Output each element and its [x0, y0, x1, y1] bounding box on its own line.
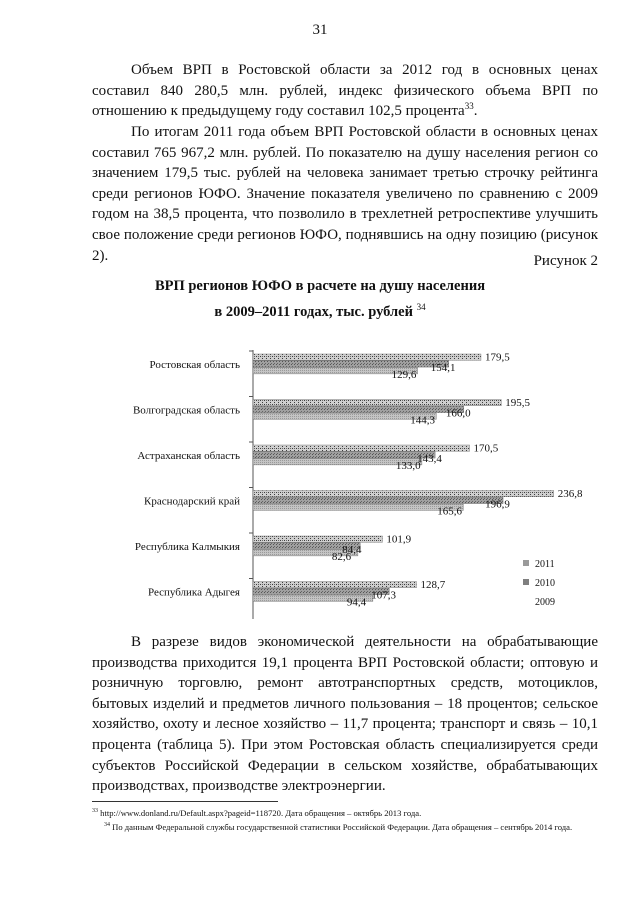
paragraph-grp-2011: По итогам 2011 года объем ВРП Ростовской области в основных ценах составил 765 967,2 млн. рублей. По показателю на душу населения регион со значением 179,5 тыс. рублей на человека занимает третью строчку рейтинга среди регионов ЮФО. Значение показателя увеличено по сравнению с 2009 годом на 38,5 процента, что позволило в трехлетней ретроспективе улучшить свое положение среди регионов ЮФО, поднявшись на одну позицию (рисунок 2).	[92, 124, 598, 264]
footnote-33	[92, 806, 598, 819]
category-label: Республика Калмыкия	[134, 541, 240, 553]
footnote-34	[92, 820, 598, 833]
data-label-2009: 94,4	[346, 596, 367, 609]
data-label-2010: 143,4	[417, 453, 442, 466]
data-label-2011: 195,5	[505, 396, 531, 409]
paragraph-text: Объем ВРП в Ростовской области за 2012 год в основных ценах составил 840 280,5 млн. рублей, индекс физического объема ВРП по отношению к предыдущему году составил 102,5 процента	[92, 62, 598, 120]
bar-2010-6	[253, 588, 389, 594]
bar-2009-2	[253, 413, 436, 419]
paragraph-sectors: В разрезе видов экономической деятельности на обрабатывающие производства приходится 19,1 процента ВРП Ростовской области; оптовую и розничную торговлю, ремонт автотранспортных средств, мотоциклов, бытовых изделий и предметов личного пользования – 18 процентов; сельское хозяйство, охоту и лесное хозяйство – 11,7 процента; транспорт и связь – 10,1 процента (таблица 5). При этом Ростовская область специализируется среди субъектов Российской Федерации в сельском хозяйстве, обрабатывающих производствах, производстве электроэнергии.	[92, 634, 598, 795]
category-label: Краснодарский край	[143, 495, 240, 508]
footnote-text: http://www.donland.ru/Default.aspx?pageid=118720. Дата обращения – октябрь 2013 года.	[100, 807, 422, 818]
bar-2011-3	[253, 445, 470, 451]
bar-2011-5	[253, 536, 382, 542]
footnote-number: 33	[92, 808, 98, 814]
footnote-divider	[92, 801, 278, 802]
category-label: Астраханская область	[137, 450, 240, 462]
category-label: Республика Адыгея	[147, 586, 240, 599]
bar-2011-6	[253, 582, 416, 588]
figure-title-line2	[0, 297, 640, 323]
data-label-2009: 165,6	[437, 505, 463, 518]
bar-2011-1	[253, 354, 481, 360]
footnote-ref: 34	[416, 302, 426, 312]
data-label-2011: 236,8	[557, 487, 583, 500]
data-label-2010: 154,1	[430, 362, 456, 375]
paragraph-end: .	[473, 103, 478, 120]
legend-swatch-2010	[523, 579, 529, 585]
page-number: 31	[312, 22, 328, 38]
data-label-2011: 179,5	[484, 351, 510, 364]
category-label: Волгоградская область	[132, 404, 240, 417]
data-label-2009: 144,3	[410, 414, 436, 427]
bar-2011-4	[253, 491, 554, 497]
figure-title	[0, 276, 640, 323]
figure-title-text: в 2009–2011 годах, тыс. рублей	[214, 303, 413, 320]
paragraph-grp-2012	[92, 60, 598, 122]
footnote-text: По данным Федеральной службы государственной статистики Российской Федерации. Дата обращения – сентябрь 2014 года.	[112, 821, 573, 832]
footnote-ref: 33	[464, 101, 474, 112]
data-label-2009: 82,6	[331, 550, 352, 563]
bar-2010-3	[253, 452, 435, 458]
data-label-2011: 101,9	[386, 533, 412, 546]
legend-swatch-2011	[523, 560, 529, 566]
data-label-2011: 170,5	[473, 442, 499, 455]
legend-label-2009: 2009	[535, 597, 555, 608]
figure-title-line1: ВРП регионов ЮФО в расчете на душу населения	[154, 278, 486, 294]
bar-2010-1	[253, 361, 449, 367]
bar-2010-4	[253, 497, 503, 503]
data-label-2009: 133,0	[395, 459, 421, 472]
legend-label-2010: 2010	[535, 578, 555, 589]
footnote-number: 34	[104, 822, 110, 828]
data-label-2010: 166,0	[445, 407, 471, 420]
bar-2010-2	[253, 406, 464, 412]
data-label-2010: 196,9	[485, 498, 510, 511]
bar-chart	[0, 340, 640, 622]
figure-label: Рисунок 2	[533, 253, 598, 269]
data-label-2010: 84,4	[342, 544, 362, 557]
data-label-2009: 129,6	[391, 368, 417, 381]
bar-2009-4	[253, 504, 463, 510]
data-label-2011: 128,7	[420, 578, 446, 591]
legend-label-2011: 2011	[535, 559, 555, 570]
bar-2011-2	[253, 400, 501, 406]
category-label: Ростовская область	[149, 359, 240, 371]
data-label-2010: 107,3	[371, 589, 397, 602]
